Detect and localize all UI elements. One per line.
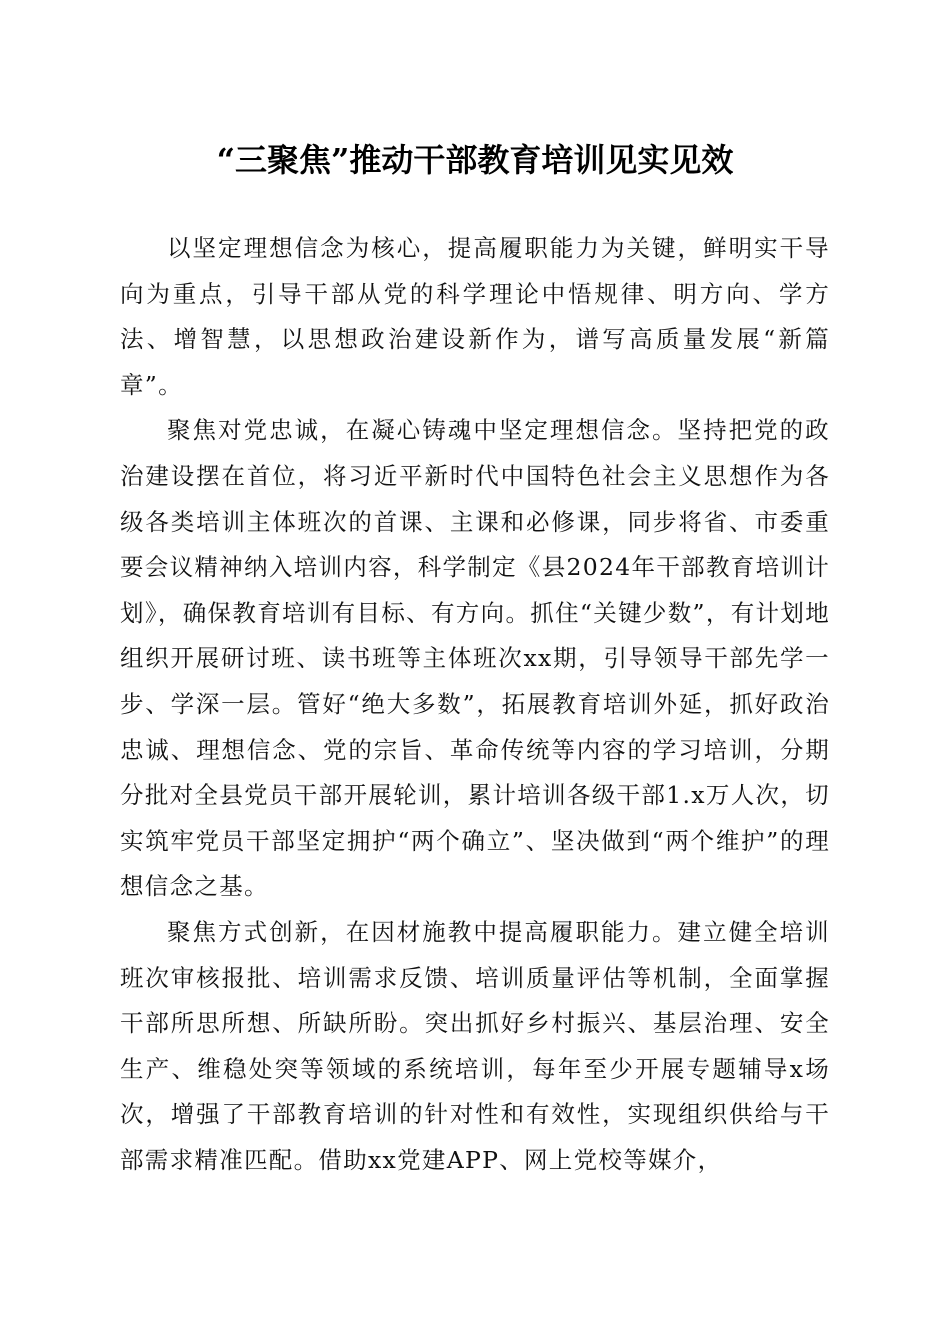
paragraph-innovation: 聚焦方式创新，在因材施教中提高履职能力。建立健全培训班次审核报批、培训需求反馈、培训质量评估等机制，全面掌握干部所思所想、所缺所盼。突出抓好乡村振兴、基层治理、安全生产、维稳处突等领域的系统培训，每年至少开展专题辅导x场次，增强了干部教育培训的针对性和有效性，实现组织供给与干部需求精准匹配。借助xx党建APP、网上党校等媒介， <box>120 917 830 1174</box>
document-body <box>120 226 830 1183</box>
document-title: “三聚焦”推动干部教育培训见实见效 <box>216 141 734 179</box>
paragraph-loyalty: 聚焦对党忠诚，在凝心铸魂中坚定理想信念。坚持把党的政治建设摆在首位，将习近平新时代中国特色社会主义思想作为各级各类培训主体班次的首课、主课和必修课，同步将省、市委重要会议精神纳入培训内容，科学制定《县2024年干部教育培训计划》，确保教育培训有目标、有方向。抓住“关键少数”，有计划地组织开展研讨班、读书班等主体班次xx期，引导领导干部先学一步、学深一层。管好“绝大多数”，拓展教育培训外延，抓好政治忠诚、理想信念、党的宗旨、革命传统等内容的学习培训，分期分批对全县党员干部开展轮训，累计培训各级干部1.x万人次，切实筑牢党员干部坚定拥护“两个确立”、坚决做到“两个维护”的理想信念之基。 <box>120 416 830 901</box>
paragraph-intro: 以坚定理想信念为核心，提高履职能力为关键，鲜明实干导向为重点，引导干部从党的科学理论中悟规律、明方向、学方法、增智慧，以思想政治建设新作为，谱写高质量发展“新篇章”。 <box>120 234 830 399</box>
